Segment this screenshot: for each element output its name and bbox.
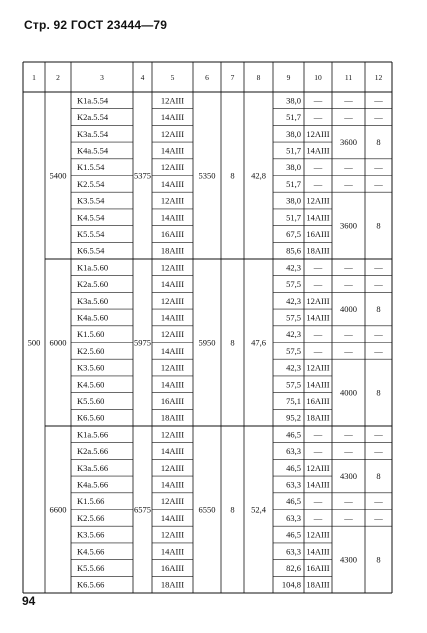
rebar-cell: 14AIII	[160, 112, 185, 123]
mark-cell: K2.5.66	[77, 512, 105, 523]
mass-cell: 75,1	[286, 395, 301, 406]
mark-cell: K2a.5.66	[77, 446, 109, 457]
mark-cell: K3a.5.54	[77, 128, 109, 139]
extra-rebar-cell: —	[313, 329, 323, 340]
col11-cell: —	[344, 178, 353, 189]
rebar-cell: 12AIII	[160, 95, 185, 106]
column-header: 8	[256, 73, 261, 82]
rebar-cell: 16AIII	[160, 562, 185, 573]
mark-cell: K4a.5.60	[77, 312, 109, 323]
group-col5: 6550	[198, 504, 216, 515]
mark-cell: K2.5.54	[77, 178, 105, 189]
rebar-cell: 14AIII	[160, 312, 185, 323]
mark-cell: K3.5.66	[77, 529, 105, 540]
extra-rebar-cell: 18AIII	[306, 579, 330, 590]
extra-rebar-cell: 14AIII	[306, 212, 330, 223]
extra-rebar-cell: 12AIII	[306, 462, 330, 473]
col11-cell: 4000	[340, 387, 357, 398]
col12-cell: —	[374, 446, 383, 457]
mass-cell: 51,7	[286, 145, 301, 156]
col12-cell: —	[374, 279, 383, 290]
col11-cell: 3600	[340, 220, 357, 231]
mass-cell: 51,7	[286, 178, 301, 189]
mass-cell: 51,7	[286, 112, 301, 123]
extra-rebar-cell: —	[313, 345, 323, 356]
mass-cell: 42,3	[286, 295, 301, 306]
column-header: 9	[286, 73, 291, 82]
extra-rebar-cell: —	[313, 162, 323, 173]
extra-rebar-cell: 12AIII	[306, 195, 330, 206]
col12-cell: 8	[376, 387, 381, 398]
col11-cell: —	[344, 162, 353, 173]
mass-cell: 57,5	[286, 312, 301, 323]
column-header: 5	[170, 73, 175, 82]
extra-rebar-cell: 14AIII	[306, 379, 330, 390]
col12-cell: —	[374, 329, 383, 340]
rebar-cell: 14AIII	[160, 145, 185, 156]
col11-cell: —	[344, 279, 353, 290]
mass-cell: 63,3	[286, 479, 301, 490]
rebar-cell: 18AIII	[160, 579, 185, 590]
col12-cell: —	[374, 95, 383, 106]
group-col6: 8	[230, 504, 235, 515]
col12-cell: 8	[376, 471, 381, 482]
col11-cell: 3600	[340, 137, 357, 148]
group-col4: 5975	[134, 337, 151, 348]
rebar-cell: 14AIII	[160, 446, 185, 457]
group-col7: 47,6	[251, 337, 266, 348]
rebar-cell: 16AIII	[160, 395, 185, 406]
mark-cell: K6.5.54	[77, 245, 105, 256]
mark-cell: K2a.5.54	[77, 112, 109, 123]
extra-rebar-cell: 14AIII	[306, 479, 330, 490]
mark-cell: K3a.5.66	[77, 462, 109, 473]
group-length: 6600	[49, 504, 67, 515]
column-header: 11	[344, 73, 353, 82]
col12-cell: —	[374, 262, 383, 273]
mass-cell: 57,5	[286, 345, 301, 356]
extra-rebar-cell: —	[313, 279, 323, 290]
extra-rebar-cell: —	[313, 112, 323, 123]
mass-cell: 42,3	[286, 262, 301, 273]
extra-rebar-cell: 14AIII	[306, 312, 330, 323]
rebar-cell: 18AIII	[160, 412, 185, 423]
column-header: 4	[140, 73, 145, 82]
group-col4: 6575	[134, 504, 151, 515]
rebar-cell: 14AIII	[160, 279, 185, 290]
mass-cell: 63,3	[286, 446, 301, 457]
extra-rebar-cell: 16AIII	[306, 562, 330, 573]
extra-rebar-cell: —	[313, 446, 323, 457]
mark-cell: K1a.5.54	[77, 95, 109, 106]
mark-cell: K1a.5.66	[77, 429, 109, 440]
rebar-cell: 12AIII	[160, 295, 185, 306]
group-col5: 5350	[198, 170, 216, 181]
extra-rebar-cell: 14AIII	[306, 546, 330, 557]
rebar-cell: 12AIII	[160, 462, 185, 473]
rebar-cell: 12AIII	[160, 362, 185, 373]
col12-cell: —	[374, 512, 383, 523]
col12-cell: —	[374, 112, 383, 123]
column-header: 1	[32, 73, 36, 82]
mark-cell: K1.5.66	[77, 496, 105, 507]
col11-cell: —	[344, 329, 353, 340]
rebar-cell: 16AIII	[160, 228, 185, 239]
col11-cell: —	[344, 112, 353, 123]
page-number: 94	[22, 594, 36, 608]
group-col4: 5375	[134, 170, 151, 181]
mark-cell: K6.5.60	[77, 412, 105, 423]
mass-cell: 42,3	[286, 362, 301, 373]
mark-cell: K5.5.66	[77, 562, 105, 573]
extra-rebar-cell: —	[313, 95, 323, 106]
extra-rebar-cell: 14AIII	[306, 145, 330, 156]
rebar-cell: 12AIII	[160, 496, 185, 507]
mark-cell: K3.5.54	[77, 195, 105, 206]
col12-cell: 8	[376, 554, 381, 565]
mass-cell: 104,8	[281, 579, 301, 590]
mark-cell: K4.5.66	[77, 546, 105, 557]
col11-cell: —	[344, 262, 353, 273]
mass-cell: 42,3	[286, 329, 301, 340]
column-header: 10	[314, 73, 322, 82]
rebar-cell: 14AIII	[160, 512, 185, 523]
mass-cell: 38,0	[286, 162, 301, 173]
mark-cell: K2a.5.60	[77, 279, 109, 290]
rebar-cell: 12AIII	[160, 195, 185, 206]
page-header: Стр. 92 ГОСТ 23444—79	[24, 18, 168, 32]
col11-cell: 4000	[340, 304, 357, 315]
mass-cell: 46,5	[286, 462, 301, 473]
mark-cell: K4a.5.66	[77, 479, 109, 490]
mass-cell: 95,2	[286, 412, 301, 423]
mass-cell: 46,5	[286, 496, 301, 507]
mark-cell: K1a.5.60	[77, 262, 109, 273]
mass-cell: 57,5	[286, 379, 301, 390]
group-col5: 5950	[198, 337, 216, 348]
rebar-cell: 12AIII	[160, 329, 185, 340]
mass-cell: 38,0	[286, 195, 301, 206]
column-header: 7	[230, 73, 235, 82]
rebar-cell: 14AIII	[160, 546, 185, 557]
col12-cell: 8	[376, 220, 381, 231]
rebar-cell: 18AIII	[160, 245, 185, 256]
extra-rebar-cell: 12AIII	[306, 295, 330, 306]
mass-cell: 51,7	[286, 212, 301, 223]
extra-rebar-cell: 18AIII	[306, 412, 330, 423]
mass-cell: 38,0	[286, 128, 301, 139]
mark-cell: K3.5.60	[77, 362, 105, 373]
rebar-cell: 12AIII	[160, 262, 185, 273]
mark-cell: K1.5.54	[77, 162, 105, 173]
col11-cell: —	[344, 345, 353, 356]
group-col7: 42,8	[251, 170, 266, 181]
mark-cell: K1.5.60	[77, 329, 105, 340]
rebar-cell: 14AIII	[160, 379, 185, 390]
group-col6: 8	[230, 337, 235, 348]
mass-cell: 82,6	[286, 562, 301, 573]
col11-cell: 4300	[340, 554, 357, 565]
extra-rebar-cell: —	[313, 262, 323, 273]
group-length: 5400	[49, 170, 67, 181]
mass-cell: 63,3	[286, 512, 301, 523]
col12-cell: 8	[376, 304, 381, 315]
mass-cell: 63,3	[286, 546, 301, 557]
extra-rebar-cell: 12AIII	[306, 362, 330, 373]
extra-rebar-cell: 12AIII	[306, 128, 330, 139]
mass-cell: 85,6	[286, 245, 301, 256]
mark-cell: K6.5.66	[77, 579, 105, 590]
mark-cell: K2.5.60	[77, 345, 105, 356]
col1-value: 500	[27, 337, 41, 348]
mass-cell: 46,5	[286, 429, 301, 440]
extra-rebar-cell: 16AIII	[306, 228, 330, 239]
col11-cell: —	[344, 512, 353, 523]
col12-cell: —	[374, 162, 383, 173]
rebar-cell: 14AIII	[160, 212, 185, 223]
col12-cell: —	[374, 178, 383, 189]
mass-cell: 38,0	[286, 95, 301, 106]
column-header: 6	[205, 73, 209, 82]
mass-cell: 57,5	[286, 279, 301, 290]
extra-rebar-cell: —	[313, 512, 323, 523]
col12-cell: 8	[376, 137, 381, 148]
group-col6: 8	[230, 170, 235, 181]
mark-cell: K5.5.60	[77, 395, 105, 406]
rebar-cell: 14AIII	[160, 345, 185, 356]
column-header: 2	[56, 73, 60, 82]
col12-cell: —	[374, 496, 383, 507]
mass-cell: 67,5	[286, 228, 301, 239]
rebar-cell: 12AIII	[160, 128, 185, 139]
rebar-cell: 14AIII	[160, 479, 185, 490]
rebar-cell: 12AIII	[160, 529, 185, 540]
mark-cell: K3a.5.60	[77, 295, 109, 306]
extra-rebar-cell: —	[313, 178, 323, 189]
col11-cell: —	[344, 429, 353, 440]
col11-cell: 4300	[340, 471, 357, 482]
mark-cell: K5.5.54	[77, 228, 105, 239]
column-header: 12	[374, 73, 383, 82]
mark-cell: K4.5.60	[77, 379, 105, 390]
col12-cell: —	[374, 345, 383, 356]
mark-cell: K4.5.54	[77, 212, 105, 223]
column-header: 3	[100, 73, 104, 82]
col11-cell: —	[344, 496, 353, 507]
group-col7: 52,4	[251, 504, 266, 515]
extra-rebar-cell: 12AIII	[306, 529, 330, 540]
extra-rebar-cell: 16AIII	[306, 395, 330, 406]
mark-cell: K4a.5.54	[77, 145, 109, 156]
rebar-cell: 14AIII	[160, 178, 185, 189]
mass-cell: 46,5	[286, 529, 301, 540]
extra-rebar-cell: 18AIII	[306, 245, 330, 256]
col11-cell: —	[344, 446, 353, 457]
extra-rebar-cell: —	[313, 429, 323, 440]
rebar-cell: 12AIII	[160, 162, 185, 173]
rebar-cell: 12AIII	[160, 429, 185, 440]
col12-cell: —	[374, 429, 383, 440]
extra-rebar-cell: —	[313, 496, 323, 507]
group-length: 6000	[49, 337, 67, 348]
col11-cell: —	[344, 95, 353, 106]
